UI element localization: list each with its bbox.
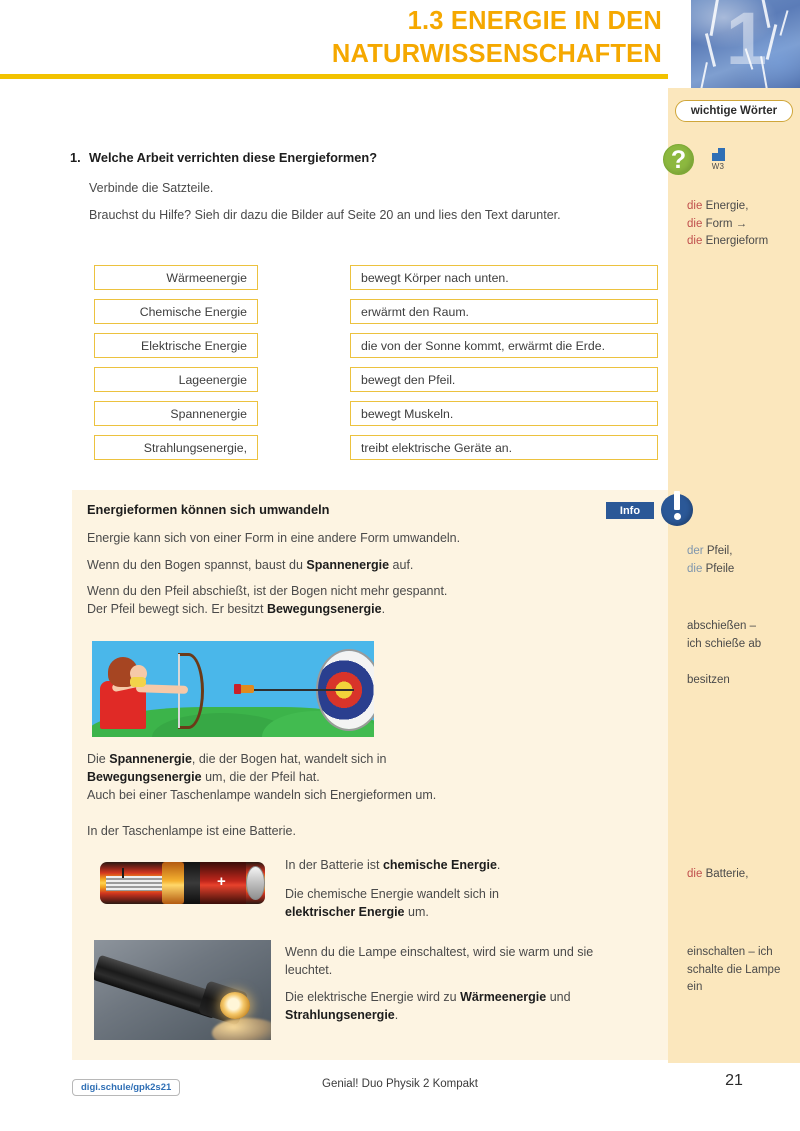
battery-image: [100, 862, 265, 904]
info-paragraph-5: Auch bei einer Taschenlampe wandeln sich Energieformen um.: [87, 788, 437, 802]
info-badge: Info: [606, 502, 654, 519]
worksheet-icon: [712, 148, 725, 161]
vocab-entry: die Energie,: [687, 200, 749, 212]
match-left-item[interactable]: Strahlungsenergie,: [94, 435, 258, 460]
vocab-group-einschalten: [687, 944, 797, 997]
exercise-title: Welche Arbeit verrichten diese Energieformen?: [89, 150, 378, 165]
digi-schule-code[interactable]: digi.schule/gpk2s21: [72, 1079, 180, 1096]
match-right-item[interactable]: treibt elektrische Geräte an.: [350, 435, 658, 460]
header-rule: [0, 74, 668, 79]
page-title: [200, 5, 662, 71]
vocab-group-top: [687, 198, 797, 251]
info-paragraph-3: Wenn du den Pfeil abschießt, ist der Bogen nicht mehr gespannt. Der Pfeil bewegt sich. Er besitzt Bewegungsenergie.: [87, 584, 448, 616]
match-left-item[interactable]: Wärmeenergie: [94, 265, 258, 290]
vocab-entry: einschalten – ich: [687, 946, 773, 958]
vocab-entry: schalte die Lampe: [687, 963, 781, 976]
wichtige-woerter-badge: wichtige Wörter: [675, 100, 793, 122]
chapter-hero-image: [691, 0, 800, 88]
archery-illustration: [92, 641, 374, 737]
worksheet-label: W3: [711, 162, 725, 171]
match-right-item[interactable]: bewegt Muskeln.: [350, 401, 658, 426]
vocab-group-besitzen: [687, 672, 797, 690]
vocab-entry: der Pfeil,: [687, 545, 733, 557]
flashlight-image: [94, 940, 271, 1040]
vocab-entry: die Form →: [687, 217, 748, 230]
vocab-group-abschiessen: [687, 618, 797, 653]
vocab-group-pfeil: [687, 543, 797, 578]
vocab-entry: abschießen –: [687, 620, 757, 632]
chapter-number: 1: [725, 0, 766, 80]
vocab-entry: besitzen: [687, 674, 730, 686]
vocab-entry: die Energieform: [687, 235, 769, 247]
vocab-entry: die Pfeile: [687, 562, 735, 575]
page-title-line2: NATURWISSENSCHAFTEN: [331, 40, 662, 68]
exercise-instruction-2: Brauchst du Hilfe? Sieh dir dazu die Bilder auf Seite 20 an und lies den Text darunter.: [89, 208, 561, 222]
vocab-entry: die Batterie,: [687, 868, 749, 880]
vocab-entry: ein: [687, 981, 703, 993]
match-left-item[interactable]: Lageenergie: [94, 367, 258, 392]
info-paragraph-6: In der Taschenlampe ist eine Batterie.: [87, 824, 296, 838]
vocab-group-batterie: [687, 866, 797, 884]
match-right-item[interactable]: bewegt den Pfeil.: [350, 367, 658, 392]
match-left-item[interactable]: Chemische Energie: [94, 299, 258, 324]
match-right-item[interactable]: die von der Sonne kommt, erwärmt die Erde.: [350, 333, 658, 358]
flashlight-text-2: Die elektrische Energie wird zu Wärmeenergie und Strahlungsenergie.: [285, 990, 571, 1022]
match-right-item[interactable]: bewegt Körper nach unten.: [350, 265, 658, 290]
battery-plus-terminal: +: [217, 873, 226, 890]
page-number: 21: [725, 1072, 743, 1089]
exercise-instruction-1: Verbinde die Satzteile.: [89, 181, 214, 195]
flashlight-text-1: Wenn du die Lampe einschaltest, wird sie warm und sie leuchtet.: [285, 945, 594, 977]
info-paragraph-4: Die Spannenergie, die der Bogen hat, wandelt sich in Bewegungsenergie um, die der Pfeil hat.: [87, 752, 387, 784]
info-paragraph-2: Wenn du den Bogen spannst, baust du Spannenergie auf.: [87, 558, 414, 572]
exercise-number: 1.: [70, 150, 81, 165]
info-paragraph-1: Energie kann sich von einer Form in eine andere Form umwandeln.: [87, 531, 461, 545]
match-left-item[interactable]: Elektrische Energie: [94, 333, 258, 358]
vocab-entry: ich schieße ab: [687, 637, 762, 650]
flashlight-lens-icon: [220, 992, 250, 1019]
battery-text-2: Die chemische Energie wandelt sich in elektrischer Energie um.: [285, 887, 499, 919]
question-mark-glyph: ?: [670, 146, 687, 174]
question-mark-icon: [663, 144, 694, 175]
info-exclamation-icon: [661, 494, 693, 526]
book-title: Genial! Duo Physik 2 Kompakt: [322, 1078, 478, 1090]
info-heading: Energieformen können sich umwandeln: [87, 502, 330, 517]
page-title-line1: 1.3 ENERGIE IN DEN: [407, 7, 662, 35]
battery-text-1: In der Batterie ist chemische Energie.: [285, 858, 501, 872]
worksheet-marker: [703, 148, 733, 171]
match-left-item[interactable]: Spannenergie: [94, 401, 258, 426]
match-right-item[interactable]: erwärmt den Raum.: [350, 299, 658, 324]
